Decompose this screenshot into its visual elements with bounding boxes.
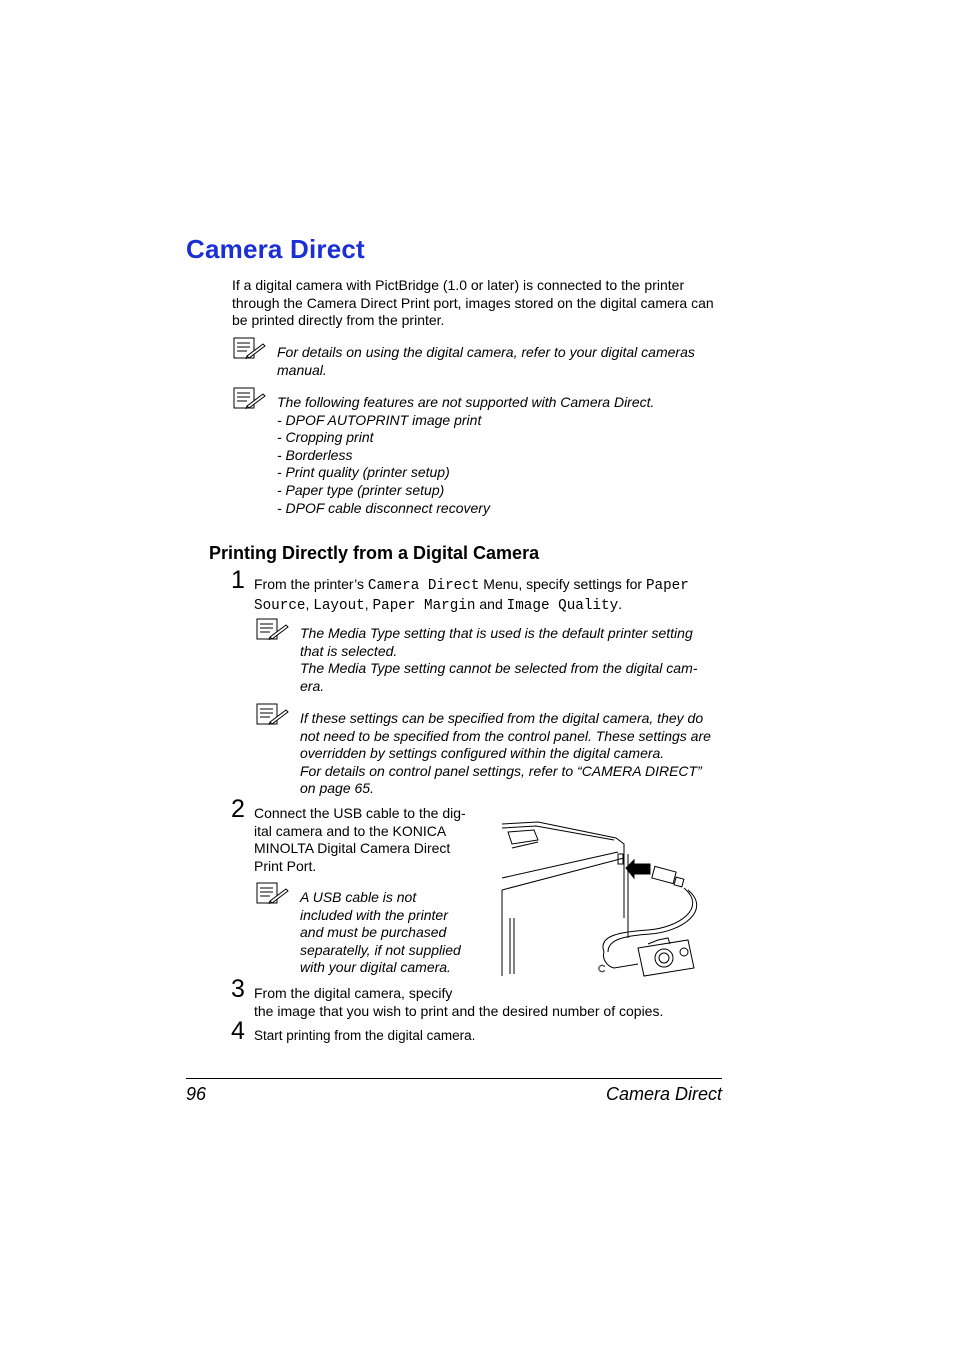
step-line: Connect the USB cable to the dig-	[254, 805, 466, 821]
menu-setting: Paper	[645, 578, 689, 594]
menu-setting: Source	[254, 597, 306, 614]
note-pencil-icon	[256, 703, 290, 727]
footer-divider	[186, 1078, 722, 1079]
step-number: 3	[231, 975, 245, 1003]
intro-line: through the Camera Direct Print port, images stored on the digital camera can	[232, 294, 714, 311]
note-pencil-icon	[233, 337, 267, 361]
note-pencil-icon	[233, 387, 267, 411]
step-text-fragment: ,	[305, 595, 314, 612]
page-title: Camera Direct	[186, 234, 365, 264]
step-text	[254, 985, 663, 1020]
intro-line: If a digital camera with PictBridge (1.0 or later) is connected to the printer	[232, 277, 685, 293]
note-text	[277, 394, 654, 517]
step-text-fragment: and	[475, 595, 507, 612]
note-line: separatelly, if not supplied	[300, 941, 461, 958]
note-line: A USB cable is not	[300, 889, 417, 905]
list-item: - DPOF AUTOPRINT image print	[277, 411, 482, 428]
note-line: For details on control panel settings, refer to “CAMERA DIRECT”	[300, 762, 702, 779]
note-line: The Media Type setting cannot be selected from the digital cam-	[300, 660, 698, 677]
page-number: 96	[186, 1084, 207, 1104]
step-number: 1	[231, 566, 245, 594]
note-line: For details on using the digital camera, refer to your digital cameras	[277, 344, 695, 360]
list-item: - Print quality (printer setup)	[277, 464, 450, 481]
note-line: manual.	[277, 361, 327, 378]
note-line: not need to be specified from the control panel. These settings are	[300, 727, 711, 744]
step-number: 4	[231, 1017, 245, 1045]
menu-setting: Layout	[313, 597, 365, 614]
footer-section-title: Camera Direct	[605, 1084, 722, 1104]
note-line: on page 65.	[300, 780, 374, 797]
note-line: The following features are not supported with Camera Direct.	[277, 394, 655, 410]
intro-paragraph	[232, 277, 732, 330]
section-heading: Printing Directly from a Digital Camera	[209, 543, 540, 563]
step-line: MINOLTA Digital Camera Direct	[254, 840, 451, 857]
list-item: - DPOF cable disconnect recovery	[277, 499, 490, 516]
step-text-fragment: Menu, specify settings for	[479, 576, 646, 592]
step-line: ital camera and to the KONICA	[254, 822, 447, 839]
note-line: The Media Type setting that is used is the default printer setting	[300, 625, 693, 641]
note-line: overridden by settings configured within the digital camera.	[300, 745, 665, 762]
note-line: with your digital camera.	[300, 959, 451, 976]
step-text-fragment: .	[618, 595, 623, 612]
menu-setting: Paper Margin	[372, 597, 476, 614]
list-item: - Borderless	[277, 446, 353, 463]
printer-camera-illustration	[498, 818, 704, 978]
step-text	[254, 1027, 475, 1045]
note-text	[300, 889, 461, 977]
note-line: If these settings can be specified from the digital camera, they do	[300, 710, 704, 726]
step-text	[254, 805, 466, 875]
note-line: included with the printer	[300, 906, 448, 923]
menu-setting: Image Quality	[506, 597, 619, 614]
list-item: - Paper type (printer setup)	[277, 481, 445, 498]
note-text	[277, 344, 695, 379]
note-line: that is selected.	[300, 642, 398, 659]
note-pencil-icon	[256, 618, 290, 642]
svg-text:C: C	[598, 964, 605, 975]
list-item: - Cropping print	[277, 429, 374, 446]
step-text-fragment: From the printer’s	[254, 576, 368, 592]
step-text	[254, 576, 734, 615]
step-line	[254, 576, 734, 596]
note-text	[300, 710, 711, 798]
note-line: era.	[300, 677, 325, 694]
step-number: 2	[231, 795, 245, 823]
step-line: Print Port.	[254, 857, 317, 874]
note-line: and must be purchased	[300, 924, 447, 941]
menu-name: Camera Direct	[367, 578, 480, 594]
step-line: the image that you wish to print and the desired number of copies.	[254, 1002, 664, 1019]
intro-line: be printed directly from the printer.	[232, 312, 445, 329]
note-text	[300, 625, 697, 695]
step-text-fragment: ,	[364, 595, 373, 612]
step-line: Start printing from the digital camera.	[254, 1028, 476, 1043]
step-line: From the digital camera, specify	[254, 985, 453, 1001]
step-line	[254, 596, 734, 616]
note-pencil-icon	[256, 882, 290, 906]
